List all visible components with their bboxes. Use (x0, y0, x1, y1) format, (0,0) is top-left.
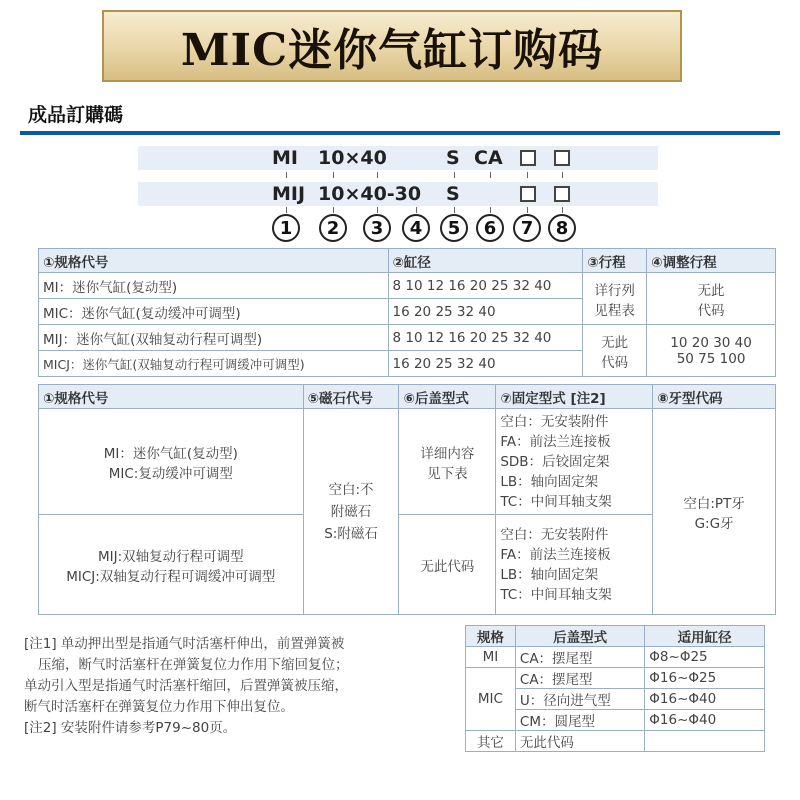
stroke-cell: 无此 代码 (583, 325, 647, 377)
position-marker-5: 5 (440, 214, 468, 242)
code2-size: 10×40-30 (318, 183, 422, 205)
bore-cell: Φ16~Φ40 (645, 689, 765, 710)
bore-cell: Φ16~Φ40 (645, 710, 765, 731)
spec-cell: MICJ：迷你气缸(双轴复动行程可调缓冲可调型) (39, 351, 389, 377)
mount-cell-b: 空白：无安装附件 FA：前法兰连接板 LB：轴向固定架 TC：中间耳轴支架 (496, 515, 653, 615)
tick (377, 172, 378, 178)
header-thread: ⑧牙型代码 (653, 385, 776, 409)
tick (490, 207, 491, 213)
cover-cell: U：径向进气型 (515, 689, 644, 710)
tick (454, 207, 455, 213)
magnet-cell: 空白:不 附磁石 S:附磁石 (303, 409, 399, 615)
note-line: 断气时活塞杆在弹簧复位力作用下伸出复位。 (24, 699, 294, 715)
note-line: 压缩，断气时活塞杆在弹簧复位力作用下缩回复位； (38, 657, 349, 673)
banner-title: MIC迷你气缸订购码 (180, 25, 604, 76)
note-line: [注2] 安装附件请参考P79~80页。 (24, 720, 237, 736)
bore-cell: 8 10 12 16 20 25 32 40 (388, 325, 583, 351)
tick (527, 207, 528, 213)
section-divider (20, 131, 780, 135)
note-line: [注1] 单动押出型是指通气时活塞杆伸出，前置弹簧被 (24, 636, 345, 652)
spec-cell: MI：迷你气缸(复动型) (39, 273, 389, 299)
code1-size: 10×40 (318, 147, 387, 169)
notes (24, 634, 454, 739)
adjust-cell: 10 20 30 40 50 75 100 (647, 325, 776, 377)
spec-cell: 其它 (466, 731, 516, 752)
code1-mount-box (520, 150, 536, 166)
tick (333, 207, 334, 213)
bore-cell (645, 731, 765, 752)
code1-magnet: S (446, 147, 460, 169)
spec-group-a: MI：迷你气缸(复动型) MIC:复动缓冲可调型 (39, 409, 304, 515)
cover-cell-b: 无此代码 (399, 515, 496, 615)
header-mount: ⑦固定型式 [注2] (496, 385, 653, 409)
header-magnet: ⑤磁石代号 (303, 385, 399, 409)
position-marker-1: 1 (272, 214, 300, 242)
tick (454, 172, 455, 178)
bore-cell: Φ8~Φ25 (645, 647, 765, 668)
header-bore: 适用缸径 (645, 626, 765, 647)
title-banner (102, 10, 682, 82)
code2-magnet: S (446, 183, 460, 205)
bore-cell: Φ16~Φ25 (645, 668, 765, 689)
spec-cell: MIC：迷你气缸(复动缓冲可调型) (39, 299, 389, 325)
position-marker-3: 3 (363, 214, 391, 242)
tick (286, 207, 287, 213)
header-spec: ①规格代号 (39, 249, 389, 273)
spec-cell: MI (466, 647, 516, 668)
position-marker-7: 7 (513, 214, 541, 242)
thread-cell: 空白:PT牙 G:G牙 (653, 409, 776, 615)
cover-type-table (465, 625, 765, 752)
tick (527, 172, 528, 178)
code2-model: MIJ (272, 183, 306, 205)
position-marker-6: 6 (476, 214, 504, 242)
mount-cell-a: 空白：无安装附件 FA：前法兰连接板 SDB：后铰固定架 LB：轴向固定架 TC：中间耳轴支架 (496, 409, 653, 515)
position-marker-4: 4 (402, 214, 430, 242)
header-cover: 后盖型式 (515, 626, 644, 647)
header-adjust: ④调整行程 (647, 249, 776, 273)
position-marker-8: 8 (548, 214, 576, 242)
header-cover: ⑥后盖型式 (399, 385, 496, 409)
code2-thread-box (554, 186, 570, 202)
tick (416, 207, 417, 213)
tick (377, 207, 378, 213)
tick (333, 172, 334, 178)
header-spec: 规格 (466, 626, 516, 647)
tick (562, 172, 563, 178)
header-stroke: ③行程 (583, 249, 647, 273)
spec-cell: MIC (466, 668, 516, 731)
spec-group-b: MIJ:双轴复动行程可调型 MICJ:双轴复动行程可调缓冲可调型 (39, 515, 304, 615)
bore-cell: 16 20 25 32 40 (388, 299, 583, 325)
tick (562, 207, 563, 213)
note-line: 单动引入型是指通气时活塞杆缩回，后置弹簧被压缩， (24, 678, 348, 694)
code-options-table (38, 384, 776, 615)
section-title: 成品訂購碼 (28, 104, 124, 126)
header-bore: ②缸径 (388, 249, 583, 273)
spec-bore-stroke-table (38, 248, 776, 377)
spec-cell: MIJ：迷你气缸(双轴复动行程可调型) (39, 325, 389, 351)
code1-cover: CA (474, 147, 503, 169)
code-band-1 (138, 146, 658, 170)
tick (490, 172, 491, 178)
bore-cell: 8 10 12 16 20 25 32 40 (388, 273, 583, 299)
cover-cell: CM：圆尾型 (515, 710, 644, 731)
position-marker-2: 2 (319, 214, 347, 242)
bore-cell: 16 20 25 32 40 (388, 351, 583, 377)
tick (286, 172, 287, 178)
cover-cell: CA：摆尾型 (515, 647, 644, 668)
cover-cell: 无此代码 (515, 731, 644, 752)
code1-model: MI (272, 147, 298, 169)
code2-mount-box (520, 186, 536, 202)
stroke-cell: 详行列 见程表 (583, 273, 647, 325)
cover-cell: CA：摆尾型 (515, 668, 644, 689)
adjust-cell: 无此 代码 (647, 273, 776, 325)
header-spec: ①规格代号 (39, 385, 304, 409)
cover-cell-a: 详细内容 见下表 (399, 409, 496, 515)
code1-thread-box (554, 150, 570, 166)
